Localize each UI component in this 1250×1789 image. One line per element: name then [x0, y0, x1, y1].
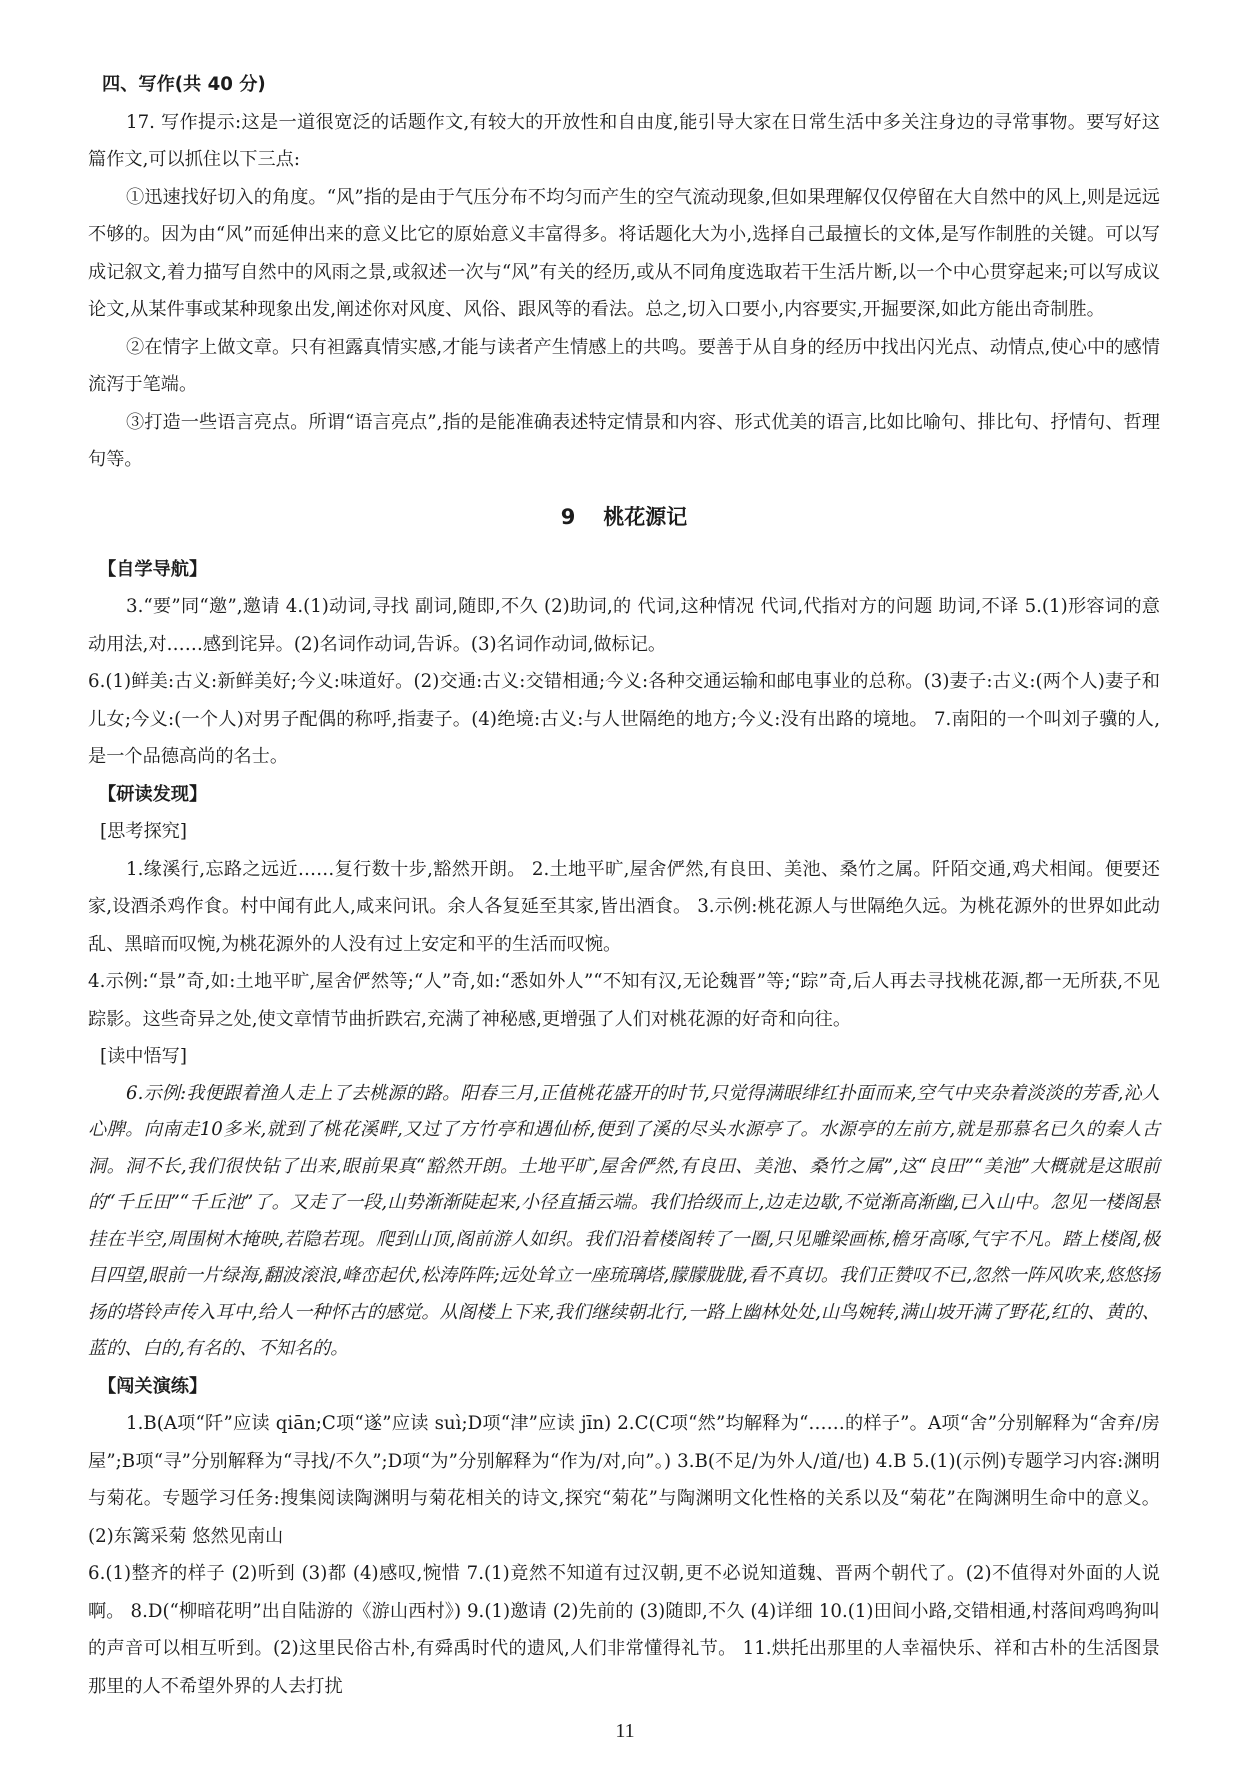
writing-paragraph: ②在情字上做文章。只有袒露真情实感,才能与读者产生情感上的共鸣。要善于从自身的经历中找出闪光点、动情点,使心中的感情流泻于笔端。 [88, 336, 1160, 395]
sikao-subheading: [思考探究] [100, 821, 187, 842]
chuangguan-paragraph: 1.B(A项“阡”应读 qiān;C项“遂”应读 suì;D项“津”应读 jīn) 2.C(C项“然”均解释为“……的样子”。A项“舍”分别解释为“舍弃/房屋”;B项“寻”分别解释为“寻找/不久”;D项“为”分别解释为“作为/对,向”。) 3.B(不足/为外人/道/也) 4.B 5.(1)(示例)专题学习内容:渊明与菊花。专题学习任务:搜集阅读陶渊明与菊花相关的诗文,探究“菊花”与陶渊明文化性格的关系以及“菊花”在陶渊明生命中的意义。(2)东篱采菊 悠然见南山 [88, 1413, 1160, 1547]
yandu-paragraph: 1.缘溪行,忘路之远近……复行数十步,豁然开朗。 2.土地平旷,屋舍俨然,有良田、美池、桑竹之属。阡陌交通,鸡犬相闻。便要还家,设酒杀鸡作食。村中闻有此人,咸来问讯。余人各复延至其家,皆出酒食。 3.示例:桃花源人与世隔绝久远。为桃花源外的世界如此动乱、黑暗而叹惋,为桃花源外的人没有过上安定和平的生活而叹惋。 [88, 858, 1160, 955]
zixue-heading: 【自学导航】 [98, 558, 208, 580]
duzhong-subheading: [读中悟写] [100, 1046, 187, 1067]
lesson-number: 9 [560, 504, 576, 529]
yandu-heading: 【研读发现】 [98, 783, 208, 805]
zixue-paragraph: 6.(1)鲜美:古义:新鲜美好;今义:味道好。(2)交通:古义:交错相通;今义:各种交通运输和邮电事业的总称。(3)妻子:古义:(两个人)妻子和儿女;今义:(一个人)对男子配偶的称呼,指妻子。(4)绝境:古义:与人世隔绝的地方;今义:没有出路的境地。 7.南阳的一个叫刘子骥的人,是一个品德高尚的名士。 [88, 671, 1160, 767]
lesson-name: 桃花源记 [603, 504, 688, 529]
lesson-title [88, 497, 1160, 537]
writing-heading: 四、写作(共 40 分) [102, 74, 266, 95]
sample-essay: 6.示例:我便跟着渔人走上了去桃源的路。阳春三月,正值桃花盛开的时节,只觉得满眼绯红扑面而来,空气中夹杂着淡淡的芳香,沁人心脾。向南走10多米,就到了桃花溪畔,又过了方竹亭和遇仙桥,便到了溪的尽头水源亭了。水源亭的左前方,就是那慕名已久的秦人古洞。洞不长,我们很快钻了出来,眼前果真“豁然开朗。土地平旷,屋舍俨然,有良田、美池、桑竹之属”,这“良田”“美池”大概就是这眼前的“千丘田”“千丘池”了。又走了一段,山势渐渐陡起来,小径直插云端。我们拾级而上,边走边歇,不觉渐高渐幽,已入山中。忽见一楼阁悬挂在半空,周围树木掩映,若隐若现。爬到山顶,阁前游人如织。我们沿着楼阁转了一圈,只见雕梁画栋,檐牙高啄,气宇不凡。踏上楼阁,极目四望,眼前一片绿海,翻波滚浪,峰峦起伏,松涛阵阵;远处耸立一座琉璃塔,朦朦胧胧,看不真切。我们正赞叹不已,忽然一阵风吹来,悠悠扬扬的塔铃声传入耳中,给人一种怀古的感觉。从阁楼上下来,我们继续朝北行,一路上幽林处处,山鸟婉转,满山坡开满了野花,红的、黄的、蓝的、白的,有名的、不知名的。 [88, 1082, 1160, 1359]
chuangguan-heading: 【闯关演练】 [98, 1375, 208, 1397]
zixue-paragraph: 3.“要”同“邀”,邀请 4.(1)动词,寻找 副词,随即,不久 (2)助词,的 代词,这种情况 代词,代指对方的问题 助词,不译 5.(1)形容词的意动用法,对……感到诧异。(2)名词作动词,告诉。(3)名词作动词,做标记。 [88, 596, 1160, 655]
page-number: 11 [615, 1720, 635, 1742]
content [88, 66, 1160, 1705]
yandu-paragraph: 4.示例:“景”奇,如:土地平旷,屋舍俨然等;“人”奇,如:“悉如外人”“不知有汉,无论魏晋”等;“踪”奇,后人再去寻找桃花源,都一无所获,不见踪影。这些奇异之处,使文章情节曲折跌宕,充满了神秘感,更增强了人们对桃花源的好奇和向往。 [88, 971, 1160, 1030]
writing-paragraph: 17. 写作提示:这是一道很宽泛的话题作文,有较大的开放性和自由度,能引导大家在日常生活中多关注身边的寻常事物。要写好这篇作文,可以抓住以下三点: [88, 111, 1160, 170]
writing-paragraph: ③打造一些语言亮点。所谓“语言亮点”,指的是能准确表述特定情景和内容、形式优美的语言,比如比喻句、排比句、抒情句、哲理句等。 [88, 411, 1160, 470]
chuangguan-paragraph: 6.(1)整齐的样子 (2)听到 (3)都 (4)感叹,惋惜 7.(1)竟然不知道有过汉朝,更不必说知道魏、晋两个朝代了。(2)不值得对外面的人说啊。 8.D(“柳暗花明”出自陆游的《游山西村》) 9.(1)邀请 (2)先前的 (3)随即,不久 (4)详细 10.(1)田间小路,交错相通,村落间鸡鸣狗叫的声音可以相互听到。(2)这里民俗古朴,有舜禹时代的遗风,人们非常懂得礼节。 11.烘托出那里的人幸福快乐、祥和古朴的生活图景 那里的人不希望外界的人去打扰 [88, 1563, 1160, 1697]
writing-paragraph: ①迅速找好切入的角度。“风”指的是由于气压分布不均匀而产生的空气流动现象,但如果理解仅仅停留在大自然中的风上,则是远远不够的。因为由“风”而延伸出来的意义比它的原始意义丰富得多。将话题化大为小,选择自己最擅长的文体,是写作制胜的关键。可以写成记叙文,着力描写自然中的风雨之景,或叙述一次与“风”有关的经历,或从不同角度选取若干生活片断,以一个中心贯穿起来;可以写成议论文,从某件事或某种现象出发,阐述你对风度、风俗、跟风等的看法。总之,切入口要小,内容要实,开掘要深,如此方能出奇制胜。 [88, 186, 1160, 320]
